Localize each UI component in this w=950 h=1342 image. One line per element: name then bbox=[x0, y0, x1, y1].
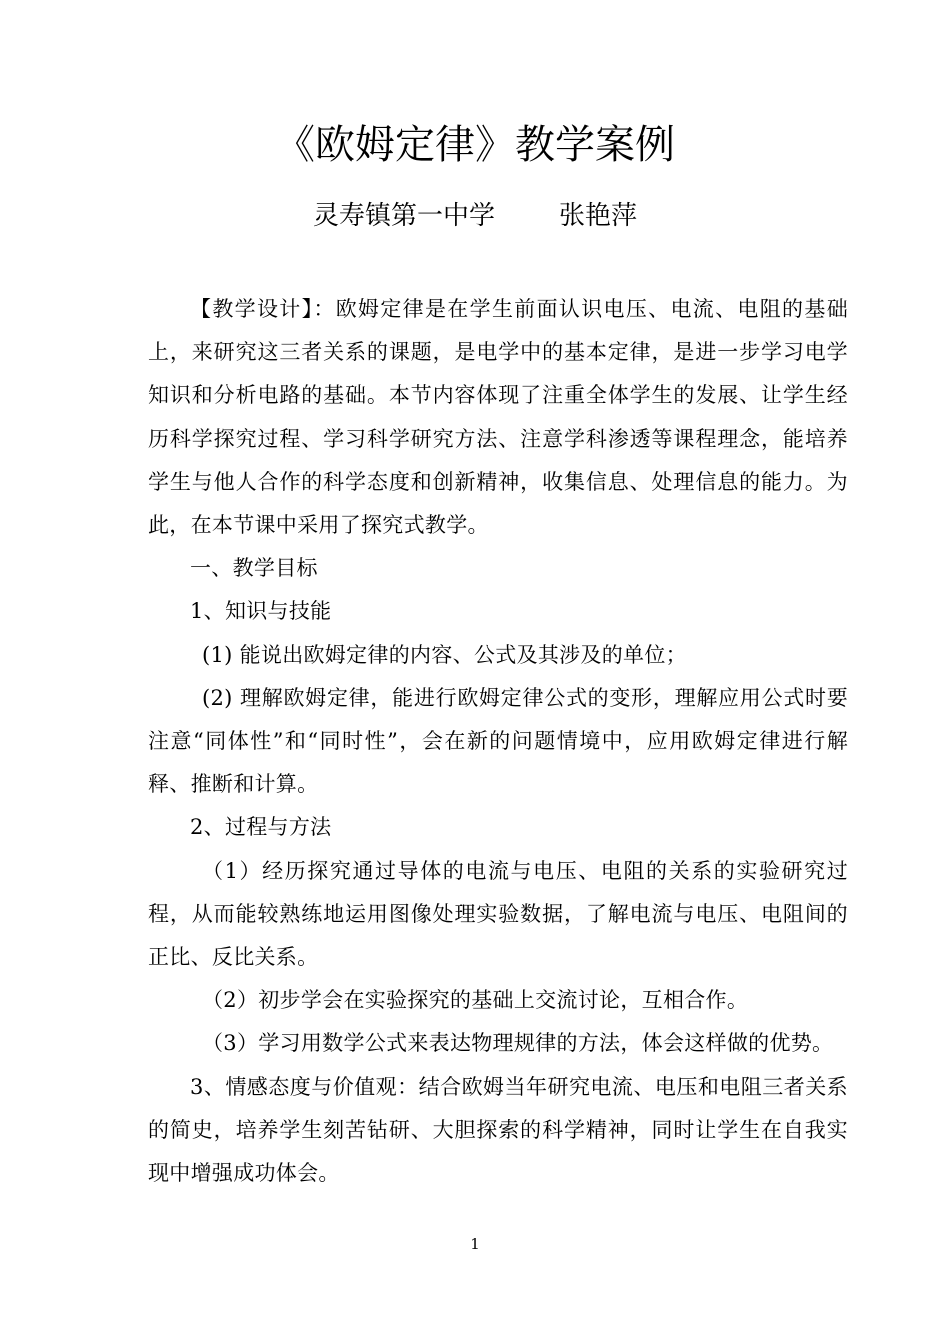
heading-teaching-goals: 一、教学目标 bbox=[190, 556, 318, 581]
paragraph-goal-2-3: （3）学习用数学公式来表达物理规律的方法，体会这样做的优势。 bbox=[202, 1031, 834, 1056]
heading-knowledge-skills: 1、知识与技能 bbox=[190, 599, 332, 624]
document-body bbox=[148, 288, 848, 1195]
paragraph-goal-1-1: (1) 能说出欧姆定律的内容、公式及其涉及的单位； bbox=[202, 642, 687, 667]
school-name: 灵寿镇第一中学 bbox=[312, 201, 495, 231]
document-title: 《欧姆定律》教学案例 bbox=[275, 122, 675, 168]
paragraph-goal-2-1: （1）经历探究通过导体的电流与电压、电阻的关系的实验研究过程，从而能较熟练地运用图像处理实验数据，了解电流与电压、电阻间的正比、反比关系。 bbox=[148, 858, 848, 970]
page-number: 1 bbox=[470, 1235, 480, 1253]
paragraph-goal-2-2: （2）初步学会在实验探究的基础上交流讨论，互相合作。 bbox=[202, 988, 749, 1013]
byline bbox=[0, 196, 950, 236]
paragraph-goal-3: 3、情感态度与价值观：结合欧姆当年研究电流、电压和电阻三者关系的简史，培养学生刻苦钻研、大胆探索的科学精神，同时让学生在自我实现中增强成功体会。 bbox=[148, 1074, 848, 1186]
paragraph-teaching-design: 【教学设计】：欧姆定律是在学生前面认识电压、电流、电阻的基础上，来研究这三者关系的课题，是电学中的基本定律，是进一步学习电学知识和分析电路的基础。本节内容体现了注重全体学生的发展、让学生经历科学探究过程、学习科学研究方法、注意学科渗透等课程理念，能培养学生与他人合作的科学态度和创新精神，收集信息、处理信息的能力。为此，在本节课中采用了探究式教学。 bbox=[148, 297, 848, 538]
paragraph-goal-1-2: (2) 理解欧姆定律，能进行欧姆定律公式的变形，理解应用公式时要注意“同体性”和“同时性”，会在新的问题情境中，应用欧姆定律进行解释、推断和计算。 bbox=[148, 685, 848, 797]
heading-process-methods: 2、过程与方法 bbox=[190, 815, 332, 840]
author-name: 张艳萍 bbox=[559, 201, 638, 231]
